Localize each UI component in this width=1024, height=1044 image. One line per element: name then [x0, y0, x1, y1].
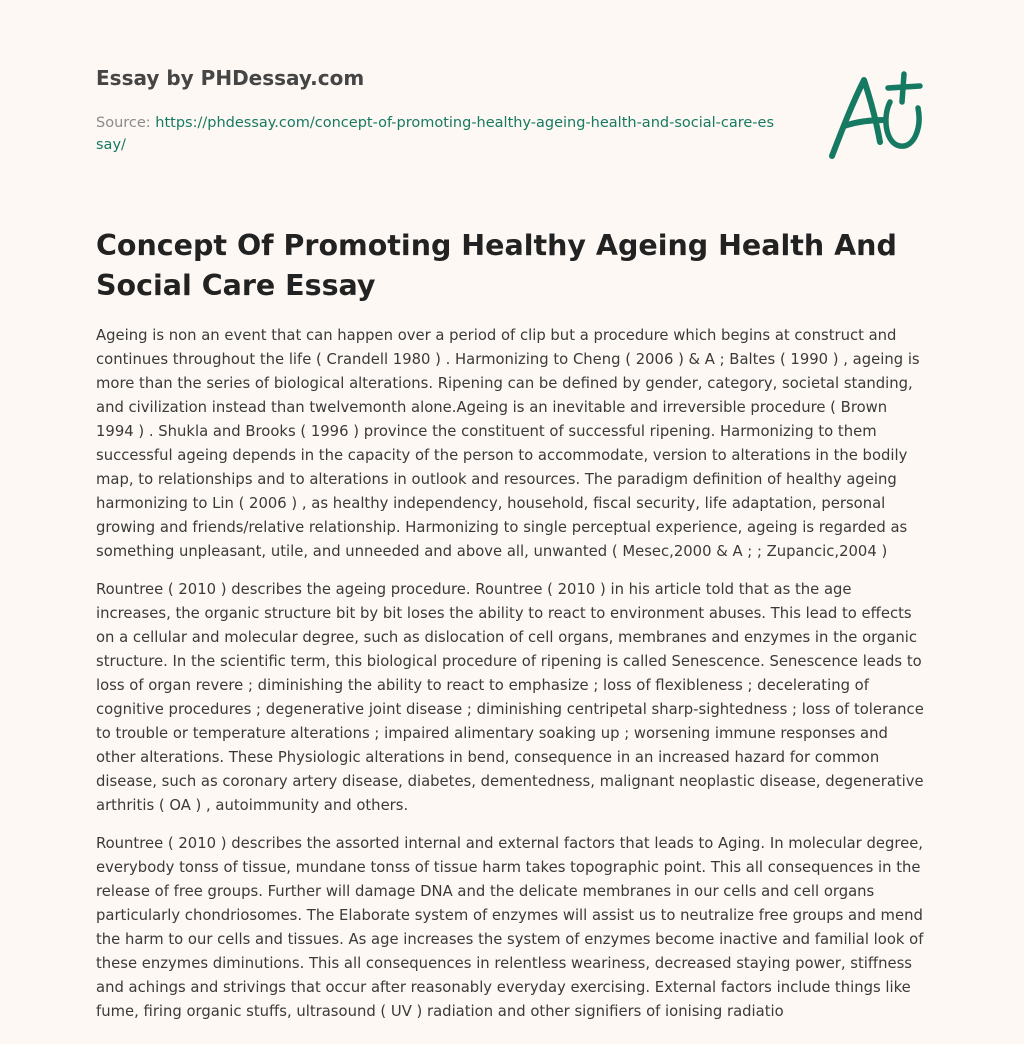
- essay-paragraph: Rountree ( 2010 ) describes the ageing procedure. Rountree ( 2010 ) in his article told that as the age increases, the organic structure bit by bit loses the ability to react to environment abuses. This lead to effects on a cellular and molecular degree, such as dislocation of cell organs, membranes and enzymes in the organic structure. In the scientific term, this biological procedure of ripening is called Senescence. Senescence leads to loss of organ revere ; diminishing the ability to react to emphasize ; loss of flexibleness ; decelerating of cognitive procedures ; degenerative joint disease ; diminishing centripetal sharp-sightedness ; loss of tolerance to trouble or temperature alterations ; impaired alimentary soaking up ; worsening immune responses and other alterations. These Physiologic alterations in bend, consequence in an increased hazard for common disease, such as coronary artery disease, diabetes, dementedness, malignant neoplastic disease, degenerative arthritis ( OA ) , autoimmunity and others.: [96, 581, 924, 814]
- source-label: Source:: [96, 115, 156, 131]
- site-header: [96, 0, 926, 190]
- essay-paragraph: Rountree ( 2010 ) describes the assorted internal and external factors that leads to Aging. In molecular degree, everybody tonss of tissue, mundane tonss of tissue harm takes topographic point. This all consequences in the release of free groups. Further will damage DNA and the delicate membranes in our cells and cell organs particularly chondriosomes. The Elaborate system of enzymes will assist us to neutralize free groups and mend the harm to our cells and tissues. As age increases the system of enzymes become inactive and familial look of these enzymes diminutions. This all consequences in relentless weariness, decreased staying power, stiffness and achings and strivings that occur after reasonably everyday exercising. External factors include things like fume, firing organic stuffs, ultrasound ( UV ) radiation and other signifiers of ionising radiatio: [96, 835, 924, 1020]
- page: [96, 0, 926, 1020]
- source-line: [96, 112, 776, 156]
- source-link[interactable]: https://phdessay.com/concept-of-promoting-healthy-ageing-health-and-social-care-essay/: [96, 115, 775, 153]
- site-title: Essay by PHDessay.com: [96, 66, 365, 90]
- essay-body: [96, 324, 926, 1038]
- essay-title: Concept Of Promoting Healthy Ageing Health And Social Care Essay: [96, 229, 897, 302]
- essay-paragraph: Ageing is non an event that can happen over a period of clip but a procedure which begins at construct and continues throughout the life ( Crandell 1980 ) . Harmonizing to Cheng ( 2006 ) & A ; Baltes ( 1990 ) , ageing is more than the series of biological alterations. Ripening can be defined by gender, category, societal standing, and civilization instead than twelvemonth alone.Ageing is an inevitable and irreversible procedure ( Brown 1994 ) . Shukla and Brooks ( 1996 ) province the constituent of successful ripening. Harmonizing to them successful ageing depends in the capacity of the person to accommodate, version to alterations in the bodily map, to relationships and to alterations in outlook and resources. The paradigm definition of healthy ageing harmonizing to Lin ( 2006 ) , as healthy independency, household, fiscal security, life adaptation, personal growing and friends/relative relationship. Harmonizing to single perceptual experience, ageing is regarded as something unpleasant, utile, and unneeded and above all, unwanted ( Mesec,2000 & A ; ; Zupancic,2004 ): [96, 327, 920, 560]
- a-plus-logo-icon: [826, 68, 926, 164]
